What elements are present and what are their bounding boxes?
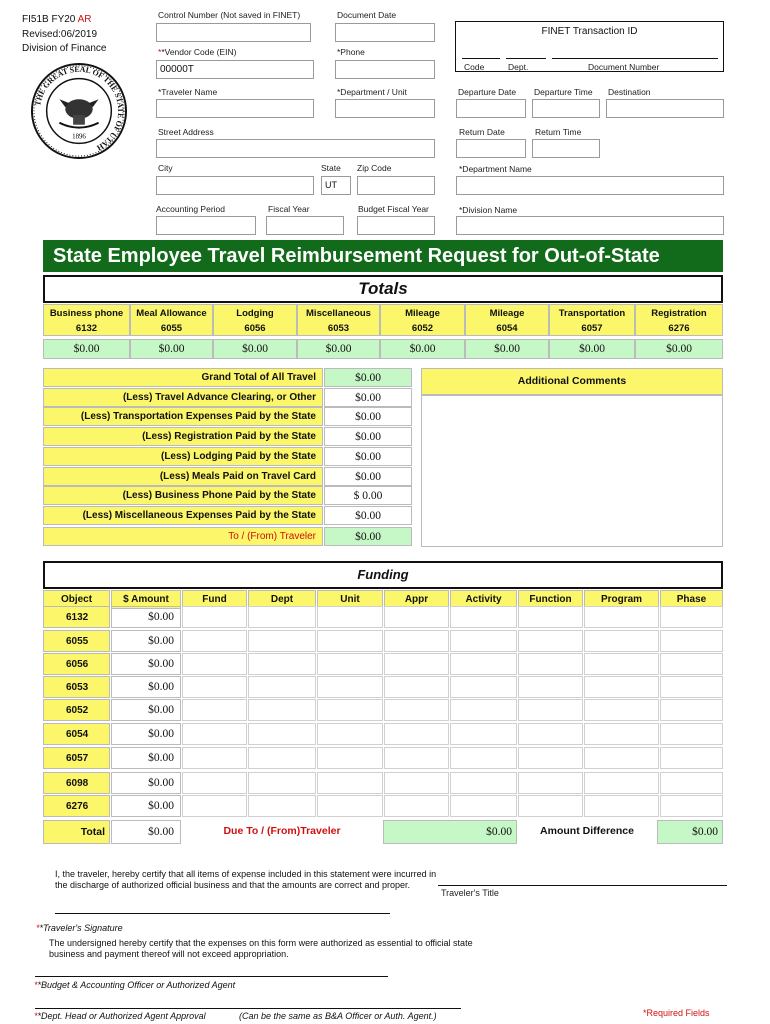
funding-cell-input[interactable] — [660, 606, 723, 628]
funding-header-activity: Activity — [450, 590, 517, 609]
funding-cell-input[interactable] — [518, 676, 583, 698]
totals-value-6276: $0.00 — [635, 339, 723, 359]
funding-cell-input[interactable] — [660, 795, 723, 817]
totals-column-name: Mileage — [489, 308, 525, 319]
funding-cell-input[interactable] — [317, 723, 383, 745]
totals-column-code: 6055 — [160, 323, 183, 334]
totals-header-6053 — [297, 304, 380, 336]
summary-value: $0.00 — [324, 506, 412, 525]
budget-fiscal-year-input[interactable] — [357, 216, 435, 235]
fiscal-year-label: Fiscal Year — [268, 204, 310, 214]
funding-cell-input[interactable] — [518, 747, 583, 769]
accounting-period-label: Accounting Period — [156, 204, 225, 214]
funding-cell-input[interactable] — [182, 723, 247, 745]
funding-cell-input[interactable] — [518, 795, 583, 817]
summary-label: Grand Total of All Travel — [43, 368, 323, 387]
totals-header-6057 — [549, 304, 635, 336]
funding-cell-input[interactable] — [317, 676, 383, 698]
funding-cell-input[interactable] — [518, 699, 583, 721]
funding-header-dept: Dept — [248, 590, 316, 609]
authorization-statement: The undersigned hereby certify that the expenses on this form were authorized as essential to official state business and payment thereof will not exceed appropriation. — [49, 938, 473, 959]
fiscal-year-input[interactable] — [266, 216, 344, 235]
totals-header-6054 — [465, 304, 549, 336]
funding-object: 6056 — [43, 653, 110, 675]
control-number-label: Control Number (Not saved in FINET) — [158, 10, 301, 20]
funding-amount: $0.00 — [111, 699, 181, 721]
travelers-signature-text: *Traveler's Signature — [39, 923, 123, 933]
totals-heading: Totals — [43, 275, 723, 303]
form-id-suffix: AR — [77, 14, 92, 25]
funding-object: 6055 — [43, 630, 110, 652]
funding-cell-input[interactable] — [248, 795, 316, 817]
funding-cell-input[interactable] — [518, 606, 583, 628]
summary-value: $0.00 — [324, 467, 412, 486]
funding-cell-input[interactable] — [317, 772, 383, 794]
summary-label: (Less) Meals Paid on Travel Card — [43, 467, 323, 486]
due-to-from-traveler-value: $0.00 — [383, 820, 517, 844]
form-id-text: FI51B FY20 — [22, 14, 76, 25]
summary-label: (Less) Transportation Expenses Paid by the State — [43, 407, 323, 426]
form-title: State Employee Travel Reimbursement Request for Out-of-State Travel — [43, 240, 723, 272]
funding-cell-input[interactable] — [450, 795, 517, 817]
funding-object: 6276 — [43, 795, 110, 817]
funding-cell-input[interactable] — [248, 747, 316, 769]
totals-column-code: 6276 — [668, 323, 690, 334]
funding-header-unit: Unit — [317, 590, 383, 609]
departure-date-input[interactable] — [456, 99, 526, 118]
funding-header-phase: Phase — [660, 590, 723, 609]
funding-cell-input[interactable] — [182, 630, 247, 652]
totals-column-code: 6132 — [75, 323, 98, 334]
funding-cell-input[interactable] — [248, 653, 316, 675]
dept-head-text: *Dept. Head or Authorized Agent Approval — [37, 1011, 206, 1021]
code-label: Code — [464, 62, 485, 72]
totals-value-6132: $0.00 — [43, 339, 130, 359]
funding-heading: Funding — [43, 561, 723, 589]
traveler-name-label: *Traveler Name — [158, 87, 218, 97]
funding-cell-input[interactable] — [518, 653, 583, 675]
city-label: City — [158, 163, 173, 173]
funding-cell-input[interactable] — [660, 723, 723, 745]
funding-cell-input[interactable] — [317, 606, 383, 628]
funding-cell-input[interactable] — [450, 676, 517, 698]
summary-label: To / (From) Traveler — [43, 527, 323, 546]
funding-cell-input[interactable] — [450, 747, 517, 769]
finet-title: FINET Transaction ID — [541, 26, 638, 37]
dept-label: Dept. — [508, 62, 529, 72]
totals-column-code: 6057 — [581, 323, 603, 334]
funding-header-appr: Appr — [384, 590, 449, 609]
required-fields-note: *Required Fields — [643, 1008, 710, 1018]
phone-label: *Phone — [337, 47, 365, 57]
funding-object: 6132 — [43, 606, 110, 628]
accounting-period-input[interactable] — [156, 216, 256, 235]
totals-value-6057: $0.00 — [549, 339, 635, 359]
funding-cell-input[interactable] — [660, 630, 723, 652]
funding-cell-input[interactable] — [450, 723, 517, 745]
funding-cell-input[interactable] — [584, 699, 659, 721]
funding-amount: $0.00 — [111, 606, 181, 628]
budget-officer-label: **Budget & Accounting Officer or Authorized Agent — [34, 980, 236, 990]
funding-cell-input[interactable] — [317, 630, 383, 652]
departure-date-label: Departure Date — [458, 87, 517, 97]
funding-cell-input[interactable] — [182, 747, 247, 769]
totals-value-6056: $0.00 — [213, 339, 297, 359]
funding-cell-input[interactable] — [248, 772, 316, 794]
funding-cell-input[interactable] — [248, 723, 316, 745]
summary-label: (Less) Business Phone Paid by the State — [43, 486, 323, 505]
travelers-title-line — [438, 885, 727, 886]
zip-label: Zip Code — [357, 163, 392, 173]
document-number-label: Document Number — [588, 62, 660, 72]
funding-cell-input[interactable] — [450, 653, 517, 675]
summary-label: (Less) Lodging Paid by the State — [43, 447, 323, 466]
dept-head-line — [35, 1008, 461, 1009]
funding-cell-input[interactable] — [450, 772, 517, 794]
funding-cell-input[interactable] — [317, 699, 383, 721]
summary-value: $0.00 — [324, 427, 412, 446]
vendor-code-label-text: *Vendor Code (EIN) — [161, 47, 237, 57]
totals-column-code: 6053 — [327, 323, 350, 334]
traveler-name-input[interactable] — [156, 99, 314, 118]
totals-header-6056 — [213, 304, 297, 336]
department-name-label: *Department Name — [459, 164, 532, 174]
totals-column-code: 6052 — [411, 323, 434, 334]
destination-input[interactable] — [606, 99, 724, 118]
funding-cell-input[interactable] — [584, 795, 659, 817]
funding-cell-input[interactable] — [450, 630, 517, 652]
vendor-code-input[interactable]: 00000T — [156, 60, 314, 79]
summary-value: $0.00 — [324, 527, 412, 546]
budget-officer-line — [35, 976, 388, 977]
dept-head-note: (Can be the same as B&A Officer or Auth. Agent.) — [239, 1011, 437, 1021]
phone-input[interactable] — [335, 60, 435, 79]
totals-column-name: Transportation — [558, 308, 626, 319]
funding-cell-input[interactable] — [182, 772, 247, 794]
signature-line — [55, 913, 390, 914]
funding-cell-input[interactable] — [182, 676, 247, 698]
totals-column-name: Business phone — [49, 308, 124, 319]
control-number-input[interactable] — [156, 23, 311, 42]
summary-value: $0.00 — [324, 407, 412, 426]
state-seal-icon — [30, 62, 128, 160]
travelers-signature-label: **Traveler's Signature — [36, 923, 123, 933]
destination-label: Destination — [608, 87, 651, 97]
funding-cell-input[interactable] — [384, 747, 449, 769]
zip-input[interactable] — [357, 176, 435, 195]
budget-officer-text: *Budget & Accounting Officer or Authorized Agent — [37, 980, 236, 990]
funding-amount: $0.00 — [111, 772, 181, 794]
due-to-from-traveler-label: Due To / (From)Traveler — [223, 825, 341, 837]
funding-cell-input[interactable] — [384, 795, 449, 817]
funding-amount: $0.00 — [111, 747, 181, 769]
funding-object: 6098 — [43, 772, 110, 794]
totals-header-6132 — [43, 304, 130, 336]
document-date-input[interactable] — [335, 23, 435, 42]
vendor-code-label: **Vendor Code (EIN) — [158, 47, 237, 57]
funding-total-label: Total — [43, 820, 110, 844]
revised-date: Revised:06/2019 — [22, 29, 98, 40]
funding-cell-input[interactable] — [584, 723, 659, 745]
funding-cell-input[interactable] — [182, 653, 247, 675]
funding-cell-input[interactable] — [317, 795, 383, 817]
seal-year: 1896 — [72, 133, 86, 141]
funding-cell-input[interactable] — [317, 653, 383, 675]
city-input[interactable] — [156, 176, 314, 195]
state-label: State — [321, 163, 341, 173]
totals-header-6052 — [380, 304, 465, 336]
return-date-label: Return Date — [459, 127, 505, 137]
departure-time-input[interactable] — [532, 99, 600, 118]
funding-cell-input[interactable] — [384, 699, 449, 721]
funding-object: 6052 — [43, 699, 110, 721]
division-name-label: *Division Name — [459, 205, 518, 215]
totals-value-6053: $0.00 — [297, 339, 380, 359]
funding-cell-input[interactable] — [384, 676, 449, 698]
funding-object: 6053 — [43, 676, 110, 698]
document-date-label: Document Date — [337, 10, 397, 20]
summary-label: (Less) Registration Paid by the State — [43, 427, 323, 446]
funding-cell-input[interactable] — [182, 606, 247, 628]
funding-header-program: Program — [584, 590, 659, 609]
return-time-input[interactable] — [532, 139, 600, 158]
totals-column-code: 6054 — [496, 323, 518, 334]
street-address-label: Street Address — [158, 127, 214, 137]
funding-cell-input[interactable] — [248, 630, 316, 652]
funding-header-object: Object — [43, 590, 110, 609]
department-name-input[interactable] — [456, 176, 724, 195]
dept-head-label: **Dept. Head or Authorized Agent Approval — [34, 1011, 206, 1021]
funding-cell-input[interactable] — [584, 653, 659, 675]
funding-cell-input[interactable] — [384, 630, 449, 652]
form-id — [22, 12, 92, 27]
additional-comments-label: Additional Comments — [421, 368, 723, 395]
amount-difference-label: Amount Difference — [540, 825, 634, 837]
totals-grid — [43, 304, 723, 359]
return-time-label: Return Time — [535, 127, 582, 137]
departure-time-label: Departure Time — [534, 87, 593, 97]
totals-column-name: Miscellaneous — [306, 308, 371, 319]
funding-cell-input[interactable] — [584, 630, 659, 652]
funding-object: 6057 — [43, 747, 110, 769]
funding-cell-input[interactable] — [660, 699, 723, 721]
funding-cell-input[interactable] — [317, 747, 383, 769]
funding-cell-input[interactable] — [660, 653, 723, 675]
division-name-input[interactable] — [456, 216, 724, 235]
funding-amount: $0.00 — [111, 630, 181, 652]
funding-cell-input[interactable] — [384, 723, 449, 745]
funding-object: 6054 — [43, 723, 110, 745]
funding-header-function: Function — [518, 590, 583, 609]
totals-value-6054: $0.00 — [465, 339, 549, 359]
summary-label: (Less) Miscellaneous Expenses Paid by the State — [43, 506, 323, 525]
department-unit-label: *Department / Unit — [337, 87, 407, 97]
summary-value: $0.00 — [324, 368, 412, 387]
funding-cell-input[interactable] — [584, 606, 659, 628]
funding-cell-input[interactable] — [450, 699, 517, 721]
summary-value: $0.00 — [324, 388, 412, 407]
funding-cell-input[interactable] — [384, 653, 449, 675]
funding-cell-input[interactable] — [248, 699, 316, 721]
division-label: Division of Finance — [22, 43, 107, 54]
return-date-input[interactable] — [456, 139, 526, 158]
state-input[interactable]: UT — [321, 176, 351, 195]
funding-cell-input[interactable] — [384, 606, 449, 628]
seal-text: THE GREAT SEAL OF THE STATE OF UTAH — [33, 64, 126, 153]
funding-cell-input[interactable] — [182, 699, 247, 721]
funding-cell-input[interactable] — [660, 747, 723, 769]
funding-header-fund: Fund — [182, 590, 247, 609]
funding-cell-input[interactable] — [660, 772, 723, 794]
totals-header-6276 — [635, 304, 723, 336]
funding-cell-input[interactable] — [518, 772, 583, 794]
summary-label: (Less) Travel Advance Clearing, or Other — [43, 388, 323, 407]
funding-cell-input[interactable] — [660, 676, 723, 698]
totals-column-code: 6056 — [244, 323, 266, 334]
certification-statement: I, the traveler, hereby certify that all items of expense included in this statement were incurred in the discharge of authorized official business and that the amounts are correct and proper. — [55, 869, 437, 890]
summary-value: $0.00 — [324, 447, 412, 466]
totals-value-6055: $0.00 — [130, 339, 213, 359]
totals-header-6055 — [130, 304, 213, 336]
funding-cell-input[interactable] — [584, 772, 659, 794]
department-unit-input[interactable] — [335, 99, 435, 118]
funding-cell-input[interactable] — [384, 772, 449, 794]
budget-fiscal-year-label: Budget Fiscal Year — [358, 204, 429, 214]
funding-header-amount: $ Amount — [111, 590, 181, 609]
funding-cell-input[interactable] — [248, 676, 316, 698]
funding-amount: $0.00 — [111, 723, 181, 745]
funding-cell-input[interactable] — [518, 723, 583, 745]
additional-comments-input[interactable] — [421, 395, 723, 547]
funding-amount: $0.00 — [111, 653, 181, 675]
amount-difference-value: $0.00 — [657, 820, 723, 844]
funding-cell-input[interactable] — [182, 795, 247, 817]
funding-total-amount: $0.00 — [111, 820, 181, 844]
totals-column-name: Mileage — [405, 308, 440, 319]
travelers-title-label: Traveler's Title — [441, 888, 499, 898]
street-address-input[interactable] — [156, 139, 435, 158]
funding-cell-input[interactable] — [518, 630, 583, 652]
totals-column-name: Meal Allowance — [136, 308, 207, 319]
finet-box — [455, 21, 724, 72]
funding-cell-input[interactable] — [584, 676, 659, 698]
funding-amount: $0.00 — [111, 795, 181, 817]
totals-column-name: Lodging — [236, 308, 274, 319]
funding-amount: $0.00 — [111, 676, 181, 698]
funding-cell-input[interactable] — [584, 747, 659, 769]
funding-cell-input[interactable] — [248, 606, 316, 628]
totals-column-name: Registration — [651, 308, 707, 319]
totals-value-6052: $0.00 — [380, 339, 465, 359]
funding-cell-input[interactable] — [450, 606, 517, 628]
summary-value: $ 0.00 — [324, 486, 412, 505]
